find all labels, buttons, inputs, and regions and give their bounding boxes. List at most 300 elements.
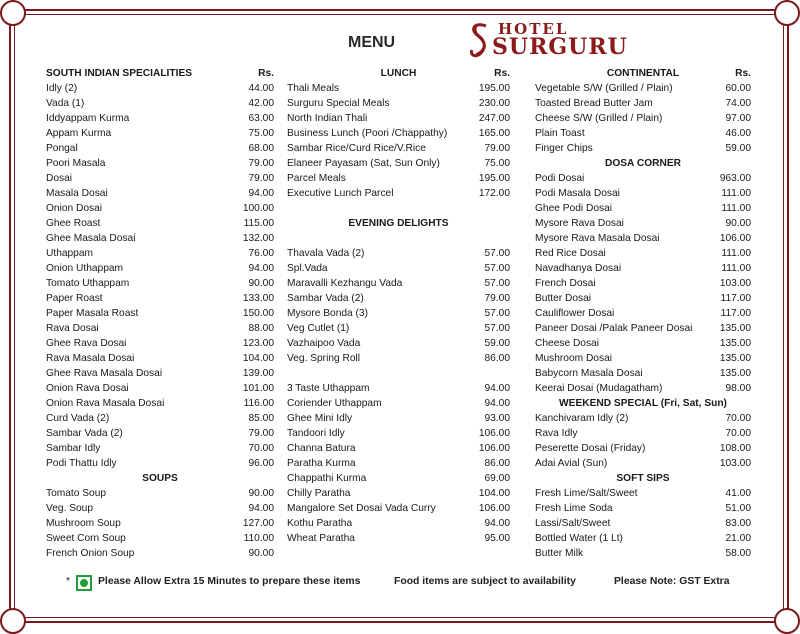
menu-item-name: Parcel Meals [287,173,346,184]
menu-item [287,126,510,141]
menu-item-price: 57.00 [484,308,510,319]
footer-asterisk: * [66,576,71,587]
menu-item-price: 90.00 [725,218,751,229]
menu-item [535,516,751,531]
menu-item-name: Babycorn Masala Dosai [535,368,643,379]
menu-item-name: Kothu Paratha [287,518,353,529]
menu-item-name: Kanchivaram Idly (2) [535,413,629,424]
menu-item-name: Sambar Idly [46,443,101,454]
menu-item-price: 123.00 [242,338,274,349]
menu-item [287,516,510,531]
menu-item [46,141,274,156]
menu-item-price: 111.00 [721,203,751,214]
menu-item [535,276,751,291]
menu-item-name: Masala Dosai [46,188,108,199]
menu-item-price: 135.00 [719,323,751,334]
menu-item [535,306,751,321]
menu-item-name: Tandoori Idly [287,428,345,439]
menu-item [46,246,274,261]
menu-item-price: 70.00 [725,413,751,424]
menu-item-name: North Indian Thali [287,113,368,124]
menu-item [535,381,751,396]
section-heading [535,396,751,411]
menu-title: MENU [348,34,396,51]
menu-item [287,261,510,276]
menu-item [287,156,510,171]
logo-hotel-text: HOTEL [498,20,569,38]
menu-item [535,111,751,126]
menu-item [535,531,751,546]
section-heading [287,66,510,81]
menu-item-name: Onion Dosai [46,203,103,214]
menu-item [535,186,751,201]
menu-item-price: 135.00 [719,368,751,379]
menu-item-name: Red Rice Dosai [535,248,606,259]
menu-item-name: Elaneer Payasam (Sat, Sun Only) [287,158,440,169]
menu-item [46,186,274,201]
menu-item [535,336,751,351]
menu-item-price: 117.00 [720,308,751,319]
menu-item-name: Veg Cutlet (1) [287,323,350,334]
menu-item [46,396,274,411]
menu-item-price: 74.00 [725,98,751,109]
menu-item [287,186,510,201]
menu-item [287,396,510,411]
menu-item-name: Ghee Roast [46,218,101,229]
menu-item-name: Butter Milk [535,548,584,559]
menu-item-price: 108.00 [719,443,751,454]
price-header: Rs. [258,68,274,79]
menu-item-price: 104.00 [242,353,274,364]
menu-item [46,441,274,456]
section-heading [535,66,751,81]
menu-item-price: 21.00 [725,533,751,544]
menu-item-price: 195.00 [478,173,510,184]
menu-item-price: 135.00 [719,338,751,349]
menu-item-price: 57.00 [484,248,510,259]
menu-item [46,171,274,186]
menu-item-name: Coriender Uthappam [287,398,382,409]
menu-item [287,411,510,426]
section-heading [46,471,274,486]
menu-item-name: Pongal [46,143,78,154]
menu-item [287,306,510,321]
menu-item-price: 98.00 [725,383,751,394]
menu-item-price: 94.00 [248,263,274,274]
menu-item [46,531,274,546]
section-heading-label: SOFT SIPS [616,473,670,484]
menu-item-name: Ghee Rava Dosai [46,338,127,349]
menu-item-price: 133.00 [242,293,274,304]
menu-item [46,156,274,171]
menu-item-name: Mangalore Set Dosai Vada Curry [287,503,436,514]
menu-item [287,171,510,186]
menu-item-name: Plain Toast [535,128,585,139]
menu-item-name: Adai Avial (Sun) [535,458,608,469]
menu-item-price: 75.00 [484,158,510,169]
menu-item-price: 76.00 [248,248,274,259]
menu-item-name: Mushroom Soup [46,518,121,529]
menu-item [46,261,274,276]
menu-item-price: 79.00 [484,143,510,154]
menu-item-price: 90.00 [248,278,274,289]
menu-item-name: Wheat Paratha [287,533,355,544]
menu-item-price: 70.00 [725,428,751,439]
menu-item-price: 135.00 [719,353,751,364]
menu-item-name: Paper Masala Roast [46,308,139,319]
menu-item [535,96,751,111]
menu-item [535,366,751,381]
menu-item [287,441,510,456]
menu-item-price: 94.00 [484,398,510,409]
menu-item-name: Onion Rava Masala Dosai [46,398,165,409]
menu-item-price: 106.00 [478,503,510,514]
menu-item-price: 86.00 [484,458,510,469]
menu-item-name: Fresh Lime Soda [535,503,613,514]
menu-item-price: 63.00 [248,113,274,124]
menu-item [287,321,510,336]
menu-item-price: 104.00 [478,488,510,499]
menu-item-name: 3 Taste Uthappam [287,383,370,394]
menu-item [287,381,510,396]
menu-column-1 [46,66,274,561]
menu-item-name: Ghee Masala Dosai [46,233,136,244]
menu-item-price: 75.00 [248,128,274,139]
menu-item-price: 111.00 [721,263,751,274]
menu-item-name: Sambar Rice/Curd Rice/V.Rice [287,143,426,154]
menu-item-name: Podi Dosai [535,173,585,184]
menu-item-price: 58.00 [725,548,751,559]
menu-item [46,201,274,216]
menu-item [535,216,751,231]
menu-item [535,246,751,261]
price-header: Rs. [735,68,751,79]
menu-item-name: Rava Idly [535,428,578,439]
menu-item-price: 111.00 [721,248,751,259]
menu-item-name: Sweet Corn Soup [46,533,126,544]
menu-item [535,81,751,96]
menu-item [535,411,751,426]
menu-item-price: 94.00 [248,188,274,199]
menu-item-name: Vazhaipoo Vada [287,338,361,349]
menu-item-price: 79.00 [484,293,510,304]
menu-item-name: Cheese Dosai [535,338,599,349]
menu-item-name: Mushroom Dosai [535,353,612,364]
menu-item-price: 83.00 [725,518,751,529]
menu-item-name: Ghee Rava Masala Dosai [46,368,163,379]
menu-item [287,291,510,306]
menu-item-price: 90.00 [248,548,274,559]
footer-availability-note: Food items are subject to availability [394,576,576,587]
corner-ornament-bottom-right [774,608,800,634]
menu-item-price: 95.00 [484,533,510,544]
menu-item-price: 115.00 [243,218,274,229]
menu-item [535,441,751,456]
menu-item-price: 101.00 [242,383,274,394]
menu-item [46,96,274,111]
menu-item-price: 106.00 [478,428,510,439]
section-heading [535,471,751,486]
menu-item-price: 103.00 [719,278,751,289]
corner-ornament-bottom-left [0,608,26,634]
menu-item [46,426,274,441]
menu-item-price: 59.00 [725,143,751,154]
menu-item-price: 97.00 [725,113,751,124]
menu-item-price: 106.00 [478,443,510,454]
menu-item [46,126,274,141]
footer-prep-time-note: Please Allow Extra 15 Minutes to prepare these items [98,576,361,587]
menu-item-price: 42.00 [248,98,274,109]
surguru-logo-icon [466,20,492,60]
menu-item [287,81,510,96]
menu-item-price: 117.00 [720,293,751,304]
menu-item [287,366,510,381]
menu-item-price: 59.00 [484,338,510,349]
menu-item [287,96,510,111]
section-heading-label: DOSA CORNER [604,158,682,169]
menu-item-name: Peserette Dosai (Friday) [535,443,646,454]
menu-item [287,351,510,366]
menu-item-price: 79.00 [248,173,274,184]
menu-item-price: 150.00 [242,308,274,319]
menu-item-name: Veg. Soup [46,503,94,514]
menu-item [46,546,274,561]
menu-item-name: Cauliflower Dosai [535,308,615,319]
menu-item-name: Toasted Bread Butter Jam [535,98,653,109]
menu-item-price: 963.00 [719,173,751,184]
section-heading [46,66,274,81]
veg-symbol-icon [76,575,92,591]
menu-item-name: Ghee Mini Idly [287,413,353,424]
menu-item-name: Appam Kurma [46,128,112,139]
menu-item [46,456,274,471]
menu-item-name: Fresh Lime/Salt/Sweet [535,488,638,499]
menu-item-name: Lassi/Salt/Sweet [535,518,611,529]
menu-item [46,216,274,231]
menu-item-name: Paratha Kurma [287,458,356,469]
menu-item-price: 69.00 [484,473,510,484]
menu-item [46,351,274,366]
menu-item-name: Paneer Dosai /Palak Paneer Dosai [535,323,693,334]
menu-item-name: Thali Meals [287,83,340,94]
menu-item-name: Channa Batura [287,443,356,454]
menu-item-price: 127.00 [242,518,274,529]
menu-item [46,321,274,336]
menu-item [287,276,510,291]
menu-item [46,111,274,126]
menu-item-name: Iddyappam Kurma [46,113,130,124]
menu-item-name: Sambar Vada (2) [287,293,364,304]
menu-item-name: Rava Masala Dosai [46,353,135,364]
menu-item-name: French Dosai [535,278,596,289]
menu-item-name: Idly (2) [46,83,78,94]
menu-item [287,471,510,486]
menu-item-price: 94.00 [484,518,510,529]
menu-item-name: Bottled Water (1 Lt) [535,533,623,544]
menu-item [535,486,751,501]
section-heading-label: WEEKEND SPECIAL (Fri, Sat, Sun) [559,398,727,409]
section-heading [287,216,510,231]
menu-item [535,351,751,366]
menu-item-price: 172.00 [478,188,510,199]
menu-item-name: Butter Dosai [535,293,592,304]
menu-item-name: Poori Masala [46,158,106,169]
menu-item [287,531,510,546]
menu-item-price: 110.00 [243,533,274,544]
section-heading-label: CONTINENTAL [606,68,680,79]
menu-item-price: 90.00 [248,488,274,499]
menu-item [535,426,751,441]
menu-item [46,306,274,321]
section-heading-label: SOUTH INDIAN SPECIALITIES [46,68,193,79]
menu-item-name: Surguru Special Meals [287,98,390,109]
menu-item [535,261,751,276]
menu-item [535,456,751,471]
menu-item [46,276,274,291]
menu-item-price: 60.00 [725,83,751,94]
menu-item-name: Ghee Podi Dosai [535,203,613,214]
menu-item [46,81,274,96]
menu-item [46,486,274,501]
menu-item-price: 230.00 [478,98,510,109]
menu-item [46,231,274,246]
menu-item [287,201,510,216]
corner-ornament-top-right [774,0,800,26]
menu-item [535,126,751,141]
menu-item-price: 106.00 [719,233,751,244]
footer-gst-note: Please Note: GST Extra [614,576,730,587]
menu-item-name: Podi Thattu Idly [46,458,117,469]
menu-item-price: 94.00 [484,383,510,394]
menu-item-price: 111.00 [721,188,751,199]
menu-item-name: Thavala Vada (2) [287,248,365,259]
menu-item-price: 247.00 [478,113,510,124]
menu-item-name: Podi Masala Dosai [535,188,620,199]
menu-item-name: Veg. Spring Roll [287,353,361,364]
hotel-logo [466,20,688,60]
menu-item [287,111,510,126]
menu-item [287,486,510,501]
menu-item-price: 57.00 [484,323,510,334]
menu-item-name: Mysore Bonda (3) [287,308,368,319]
menu-item-name: Uthappam [46,248,94,259]
menu-item [46,336,274,351]
menu-item [535,546,751,561]
menu-item-price: 70.00 [248,443,274,454]
logo-name-text: SURGURU [492,34,628,60]
menu-item-price: 86.00 [484,353,510,364]
section-heading [535,156,751,171]
section-heading-label: SOUPS [142,473,178,484]
menu-item [287,231,510,246]
menu-item-price: 132.00 [242,233,274,244]
menu-item-name: Mysore Rava Dosai [535,218,624,229]
menu-item-name: Cheese S/W (Grilled / Plain) [535,113,663,124]
menu-item [287,456,510,471]
menu-item [535,321,751,336]
menu-item-name: French Onion Soup [46,548,135,559]
menu-item-name: Rava Dosai [46,323,99,334]
menu-item-price: 165.00 [478,128,510,139]
menu-item-name: Vada (1) [46,98,85,109]
menu-item-name: Onion Uthappam [46,263,124,274]
menu-item-name: Chilly Paratha [287,488,351,499]
menu-item-name: Finger Chips [535,143,593,154]
section-heading-label: LUNCH [380,68,417,79]
menu-item [287,141,510,156]
menu-item [287,246,510,261]
menu-item-price: 88.00 [248,323,274,334]
menu-item-price: 93.00 [484,413,510,424]
menu-item-price: 79.00 [248,428,274,439]
menu-item-price: 68.00 [248,143,274,154]
menu-item-name: Spl.Vada [287,263,328,274]
menu-item-price: 96.00 [248,458,274,469]
price-header: Rs. [494,68,510,79]
menu-item-price: 94.00 [248,503,274,514]
menu-item-name: Curd Vada (2) [46,413,110,424]
menu-item [46,501,274,516]
menu-item-price: 100.00 [242,203,274,214]
menu-item-name: Tomato Uthappam [46,278,130,289]
menu-column-2 [287,66,510,546]
menu-item-name: Keerai Dosai (Mudagatham) [535,383,663,394]
menu-item-price: 57.00 [484,263,510,274]
section-heading-label: EVENING DELIGHTS [348,218,449,229]
menu-item-price: 51.00 [725,503,751,514]
menu-item-name: Navadhanya Dosai [535,263,622,274]
menu-item [46,291,274,306]
menu-item-price: 116.00 [243,398,274,409]
menu-item-price: 41.00 [725,488,751,499]
menu-item-price: 85.00 [248,413,274,424]
menu-item-price: 79.00 [248,158,274,169]
menu-item-name: Tomato Soup [46,488,107,499]
menu-item-price: 44.00 [248,83,274,94]
menu-item-name: Executive Lunch Parcel [287,188,394,199]
menu-item [535,171,751,186]
menu-item [287,501,510,516]
menu-item-name: Dosai [46,173,73,184]
menu-item-price: 46.00 [725,128,751,139]
menu-item [535,291,751,306]
menu-item-name: Onion Rava Dosai [46,383,129,394]
menu-item [46,366,274,381]
menu-item-price: 195.00 [478,83,510,94]
menu-item [46,381,274,396]
menu-item [535,141,751,156]
menu-item-name: Sambar Vada (2) [46,428,123,439]
menu-item-name: Chappathi Kurma [287,473,367,484]
menu-item-name: Business Lunch (Poori /Chappathy) [287,128,448,139]
menu-item [46,516,274,531]
menu-item-name: Mysore Rava Masala Dosai [535,233,660,244]
menu-column-3 [535,66,751,561]
corner-ornament-top-left [0,0,26,26]
menu-item [287,336,510,351]
menu-item-name: Vegetable S/W (Grilled / Plain) [535,83,673,94]
menu-item-name: Maravalli Kezhangu Vada [287,278,403,289]
menu-item [46,411,274,426]
menu-item [535,501,751,516]
menu-item [535,231,751,246]
menu-item-price: 139.00 [242,368,274,379]
menu-item [535,201,751,216]
menu-item [287,426,510,441]
menu-item-price: 57.00 [484,278,510,289]
menu-item-price: 103.00 [719,458,751,469]
menu-item-name: Paper Roast [46,293,103,304]
